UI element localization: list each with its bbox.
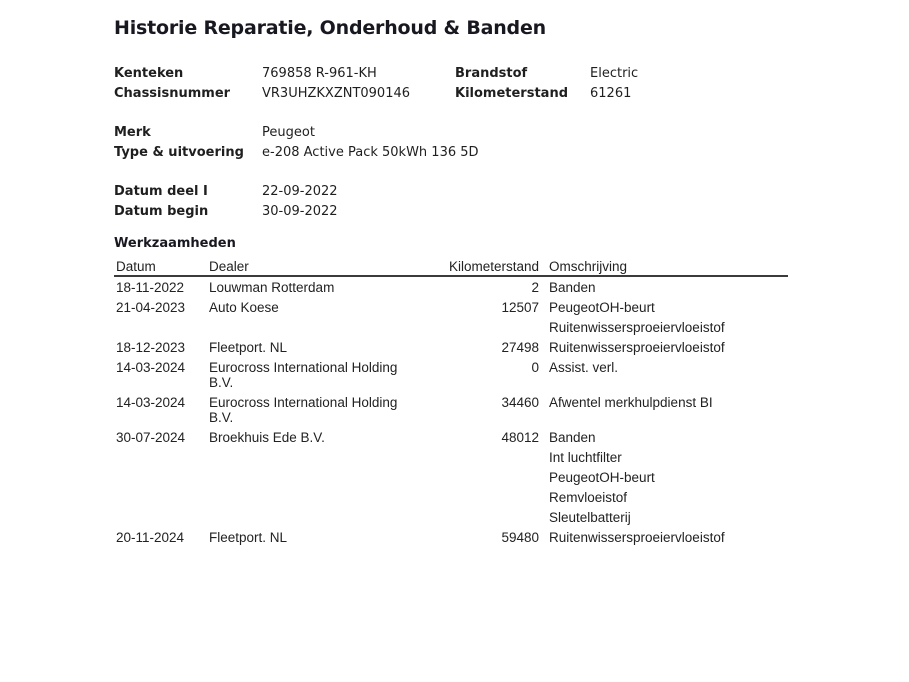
row-dealer: Auto Koese [209,299,279,315]
row-kilometerstand: 27498 [501,339,539,355]
chassisnummer-row [114,84,909,104]
row-dealer: Fleetport. NL [209,529,288,545]
omschrijving-line: Ruitenwissersproeiervloeistof [549,339,725,355]
row-datum: 18-12-2023 [116,339,186,355]
datum-deel-i-label: Datum deel I [114,184,208,199]
row-kilometerstand: 59480 [501,529,539,545]
table-row [114,277,788,297]
column-header-kilometerstand: Kilometerstand [449,259,540,274]
type-uitvoering-row [114,143,909,163]
datum-begin-row [114,202,909,222]
chassisnummer-label: Chassisnummer [114,86,231,101]
row-dealer: Fleetport. NL [209,339,288,355]
type-uitvoering-value: e-208 Active Pack 50kWh 136 5D [262,145,479,160]
vehicle-model-block [114,123,909,163]
row-datum: 14-03-2024 [116,394,186,410]
dates-block [114,182,909,222]
kenteken-row [114,64,909,84]
column-header-datum: Datum [116,259,156,274]
row-datum: 21-04-2023 [116,299,186,315]
datum-begin-label: Datum begin [114,204,209,219]
kilometerstand-value: 61261 [590,86,632,101]
table-row [114,297,788,337]
vehicle-id-block [114,64,909,104]
table-body [114,277,788,547]
row-omschrijving [539,300,788,335]
row-datum: 14-03-2024 [116,359,186,375]
row-kilometerstand: 0 [531,359,539,375]
table-row [114,427,788,527]
row-kilometerstand: 12507 [501,299,539,315]
merk-value: Peugeot [262,125,315,140]
page-title: Historie Reparatie, Onderhoud & Banden [114,17,546,39]
merk-label: Merk [114,125,151,140]
kenteken-value: 769858 R-961-KH [262,66,377,81]
werkzaamheden-heading: Werkzaamheden [114,236,236,251]
datum-begin-value: 30-09-2022 [262,204,338,219]
merk-row [114,123,909,143]
datum-deel-i-value: 22-09-2022 [262,184,338,199]
row-omschrijving [539,395,788,410]
werkzaamheden-table [114,259,788,547]
omschrijving-line: PeugeotOH-beurt [549,299,655,315]
omschrijving-line: PeugeotOH-beurt [549,469,655,485]
column-header-dealer: Dealer [209,259,249,274]
omschrijving-line: Ruitenwissersproeiervloeistof [549,529,725,545]
row-kilometerstand: 2 [531,279,539,295]
omschrijving-line: Sleutelbatterij [549,509,631,525]
column-header-omschrijving: Omschrijving [549,259,628,274]
table-header-row [114,259,788,277]
omschrijving-line: Banden [549,429,596,445]
row-omschrijving [539,430,788,525]
row-omschrijving [539,530,788,545]
table-row [114,357,788,392]
chassisnummer-value: VR3UHZKXZNT090146 [262,86,411,101]
table-row [114,527,788,547]
row-dealer: Broekhuis Ede B.V. [209,429,325,445]
row-kilometerstand: 48012 [501,429,539,445]
row-dealer: Eurocross International Holding B.V. [209,359,398,390]
omschrijving-line: Ruitenwissersproeiervloeistof [549,319,725,335]
omschrijving-line: Int luchtfilter [549,449,622,465]
omschrijving-line: Assist. verl. [549,359,619,375]
werkzaamheden-section [114,237,909,547]
omschrijving-line: Afwentel merkhulpdienst BI [549,394,713,410]
kenteken-label: Kenteken [114,66,184,81]
brandstof-value: Electric [590,66,639,81]
brandstof-label: Brandstof [455,66,528,81]
row-dealer: Louwman Rotterdam [209,279,335,295]
datum-deel-i-row [114,182,909,202]
row-datum: 18-11-2022 [116,279,185,295]
table-row [114,337,788,357]
row-datum: 20-11-2024 [116,529,185,545]
row-dealer: Eurocross International Holding B.V. [209,394,398,425]
kilometerstand-label: Kilometerstand [455,86,569,101]
row-omschrijving [539,280,788,295]
omschrijving-line: Remvloeistof [549,489,628,505]
row-omschrijving [539,360,788,375]
row-datum: 30-07-2024 [116,429,186,445]
table-row [114,392,788,427]
row-omschrijving [539,340,788,355]
type-uitvoering-label: Type & uitvoering [114,145,244,160]
omschrijving-line: Banden [549,279,596,295]
row-kilometerstand: 34460 [501,394,539,410]
